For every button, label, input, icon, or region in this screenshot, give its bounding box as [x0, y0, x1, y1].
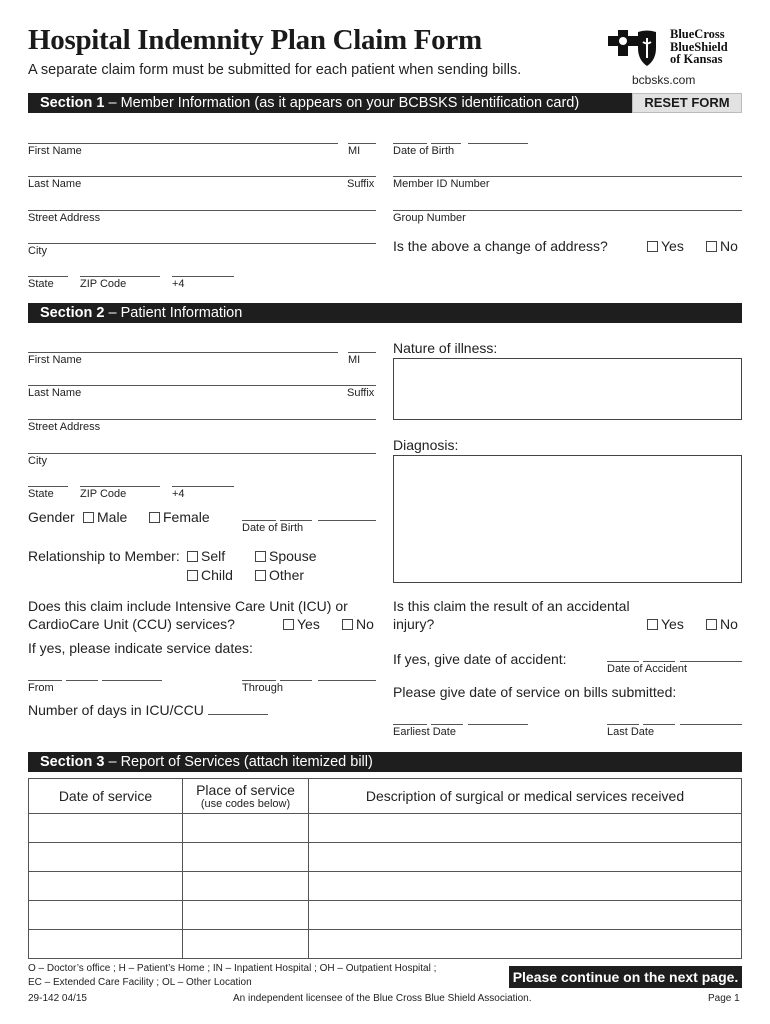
description-cell[interactable]	[309, 901, 742, 930]
s2-through-year-field[interactable]	[318, 680, 376, 681]
cross-logo-icon	[596, 28, 668, 68]
checkbox-icon[interactable]	[706, 619, 717, 630]
s2-last-label: Last Date	[607, 726, 655, 738]
s1-city-field[interactable]	[28, 243, 376, 244]
s2-first-name-field[interactable]	[28, 352, 338, 353]
s1-state-field[interactable]	[28, 276, 68, 277]
s2-dob-label: Date of Birth	[242, 522, 304, 534]
s1-change-no-label: No	[720, 238, 738, 254]
date-cell[interactable]	[29, 814, 183, 843]
col-description: Description of surgical or medical services received	[309, 779, 742, 814]
s2-last-day-field[interactable]	[643, 724, 675, 725]
s2-nature-label: Nature of illness:	[393, 340, 498, 356]
col-place-label: Place of service	[196, 781, 295, 798]
place-cell[interactable]	[183, 901, 309, 930]
s2-from-label: From	[28, 682, 54, 694]
s2-service-dates-label: If yes, please indicate service dates:	[28, 640, 253, 656]
s1-mi-label: MI	[348, 145, 361, 157]
table-row	[29, 843, 742, 872]
section2-number: Section 2	[40, 305, 105, 321]
s2-from-year-field[interactable]	[102, 680, 162, 681]
logo-line-1: BlueCross	[670, 27, 725, 41]
reset-form-button[interactable]: RESET FORM	[632, 93, 742, 113]
s2-through-month-field[interactable]	[242, 680, 276, 681]
s1-dob-day-field[interactable]	[431, 143, 461, 144]
s2-last-name-label: Last Name	[28, 387, 82, 399]
s2-service-bills-question: Please give date of service on bills submitted:	[393, 684, 677, 700]
s2-from-day-field[interactable]	[66, 680, 98, 681]
s2-state-field[interactable]	[28, 486, 68, 487]
checkbox-icon[interactable]	[149, 512, 160, 523]
table-row	[29, 814, 742, 843]
s2-from-month-field[interactable]	[28, 680, 62, 681]
section3-title: – Report of Services (attach itemized bill)	[104, 754, 373, 770]
s1-last-name-field[interactable]	[28, 176, 376, 177]
s2-earliest-day-field[interactable]	[431, 724, 463, 725]
s2-relationship-label: Relationship to Member:	[28, 548, 180, 564]
s2-earliest-label: Earliest Date	[393, 726, 456, 738]
place-cell[interactable]	[183, 872, 309, 901]
s1-street-label: Street Address	[28, 212, 101, 224]
s2-icu-no[interactable]	[342, 616, 374, 632]
checkbox-icon[interactable]	[647, 619, 658, 630]
s2-icu-yes-label: Yes	[297, 616, 320, 632]
form-number: 29-142 04/15	[28, 993, 87, 1004]
s2-city-label: City	[28, 455, 47, 467]
s2-dob-day-field[interactable]	[280, 520, 312, 521]
s2-last-year-field[interactable]	[680, 724, 742, 725]
s1-zip-label: ZIP Code	[80, 278, 127, 290]
s1-change-yes[interactable]	[647, 238, 684, 254]
s1-dob-month-field[interactable]	[393, 143, 427, 144]
s1-plus4-label: +4	[172, 278, 185, 290]
s2-first-name-label: First Name	[28, 354, 82, 366]
s2-icu-question-line2: CardioCare Unit (CCU) services?	[28, 616, 235, 632]
s2-other-option[interactable]	[255, 567, 304, 583]
s1-zip-field[interactable]	[80, 276, 160, 277]
s2-accident-no-label: No	[720, 616, 738, 632]
s2-through-label: Through	[242, 682, 283, 694]
checkbox-icon[interactable]	[706, 241, 717, 252]
place-cell[interactable]	[183, 814, 309, 843]
s2-icu-yes[interactable]	[283, 616, 320, 632]
s2-dob-year-field[interactable]	[318, 520, 376, 521]
page-number: Page 1	[708, 993, 740, 1004]
s2-self-label: Self	[201, 548, 226, 564]
s2-earliest-month-field[interactable]	[393, 724, 427, 725]
checkbox-icon[interactable]	[83, 512, 94, 523]
description-cell[interactable]	[309, 872, 742, 901]
s2-male-label: Male	[97, 509, 128, 525]
s2-female-label: Female	[163, 509, 210, 525]
s2-days-icu-field[interactable]	[208, 714, 268, 715]
logo-line-2: BlueShield	[670, 39, 728, 54]
col-date-of-service: Date of service	[29, 779, 183, 814]
s2-child-label: Child	[201, 567, 233, 583]
s2-nature-textarea[interactable]	[393, 358, 742, 420]
section1-number: Section 1	[40, 95, 105, 111]
s2-plus4-label: +4	[172, 488, 185, 500]
s2-spouse-option[interactable]	[255, 548, 316, 564]
s2-plus4-field[interactable]	[172, 486, 234, 487]
s2-gender-label: Gender	[28, 509, 75, 525]
s2-diagnosis-textarea[interactable]	[393, 455, 742, 583]
s2-dob-month-field[interactable]	[242, 520, 276, 521]
place-codes-line1: O – Doctor’s office ; H – Patient’s Home ; IN – Inpatient Hospital ; OH – Outpatient Hospital ;	[28, 963, 437, 974]
s1-city-label: City	[28, 245, 47, 257]
checkbox-icon[interactable]	[647, 241, 658, 252]
date-cell[interactable]	[29, 843, 183, 872]
date-cell[interactable]	[29, 930, 183, 959]
s2-icu-question-line1: Does this claim include Intensive Care Unit (ICU) or	[28, 598, 348, 614]
s1-suffix-label: Suffix	[347, 178, 375, 190]
s2-male-option[interactable]	[83, 509, 127, 525]
checkbox-icon[interactable]	[342, 619, 353, 630]
description-cell[interactable]	[309, 930, 742, 959]
s2-zip-label: ZIP Code	[80, 488, 127, 500]
s2-accident-yes-label: Yes	[661, 616, 684, 632]
s2-last-month-field[interactable]	[607, 724, 639, 725]
s2-accident-day-field[interactable]	[643, 661, 675, 662]
s2-street-field[interactable]	[28, 419, 376, 420]
table-row	[29, 930, 742, 959]
checkbox-icon[interactable]	[255, 551, 266, 562]
s2-mi-label: MI	[348, 354, 361, 366]
s1-change-address-question: Is the above a change of address?	[393, 238, 608, 254]
s2-accident-yes[interactable]	[647, 616, 684, 632]
checkbox-icon[interactable]	[187, 570, 198, 581]
s2-accident-month-field[interactable]	[607, 661, 639, 662]
s1-first-name-field[interactable]	[28, 143, 338, 144]
section1-title: – Member Information (as it appears on your BCBSKS identification card)	[104, 95, 580, 111]
licensee-text: An independent licensee of the Blue Cross Blue Shield Association.	[233, 993, 532, 1004]
s1-member-id-label: Member ID Number	[393, 178, 490, 190]
s1-change-no[interactable]	[706, 238, 738, 254]
place-cell[interactable]	[183, 930, 309, 959]
s2-female-option[interactable]	[149, 509, 210, 525]
s2-accident-year-field[interactable]	[680, 661, 742, 662]
section3-number: Section 3	[40, 754, 105, 770]
s2-through-day-field[interactable]	[280, 680, 312, 681]
s1-change-yes-label: Yes	[661, 238, 684, 254]
date-cell[interactable]	[29, 872, 183, 901]
table-row	[29, 872, 742, 901]
form-subtitle: A separate claim form must be submitted for each patient when sending bills.	[28, 62, 522, 78]
continue-banner: Please continue on the next page.	[509, 966, 742, 988]
s1-state-label: State	[28, 278, 54, 290]
s2-other-label: Other	[269, 567, 305, 583]
section3-header	[28, 752, 742, 772]
services-table-header	[29, 779, 742, 814]
s2-city-field[interactable]	[28, 453, 376, 454]
services-table	[28, 778, 742, 959]
s2-accident-date-question: If yes, give date of accident:	[393, 651, 567, 667]
description-cell[interactable]	[309, 814, 742, 843]
s2-self-option[interactable]	[187, 548, 225, 564]
s1-member-id-field[interactable]	[393, 176, 742, 177]
place-codes-legend	[28, 962, 436, 990]
checkbox-icon[interactable]	[187, 551, 198, 562]
logo-line-3: of Kansas	[670, 52, 723, 66]
section2-header	[28, 303, 742, 323]
s2-state-label: State	[28, 488, 54, 500]
s2-diagnosis-label: Diagnosis:	[393, 437, 459, 453]
section2-title: – Patient Information	[104, 305, 243, 321]
col-place-of-service	[183, 779, 309, 814]
s2-icu-no-label: No	[356, 616, 374, 632]
s1-mi-field[interactable]	[348, 143, 376, 144]
s2-last-name-field[interactable]	[28, 385, 376, 386]
place-codes-line2: EC – Extended Care Facility ; OL – Other Location	[28, 977, 252, 988]
date-cell[interactable]	[29, 901, 183, 930]
checkbox-icon[interactable]	[283, 619, 294, 630]
s1-group-number-field[interactable]	[393, 210, 742, 211]
s1-group-number-label: Group Number	[393, 212, 466, 224]
bcbs-logo	[596, 28, 746, 68]
s2-spouse-label: Spouse	[269, 548, 317, 564]
s2-date-of-accident-label: Date of Accident	[607, 663, 688, 675]
s1-first-name-label: First Name	[28, 145, 82, 157]
s2-days-icu-label: Number of days in ICU/CCU	[28, 702, 204, 718]
s2-accident-no[interactable]	[706, 616, 738, 632]
s1-dob-year-field[interactable]	[468, 143, 528, 144]
s1-street-field[interactable]	[28, 210, 376, 211]
place-cell[interactable]	[183, 843, 309, 872]
s2-earliest-year-field[interactable]	[468, 724, 528, 725]
s2-accident-question-line2: injury?	[393, 616, 435, 632]
s2-child-option[interactable]	[187, 567, 233, 583]
s1-dob-label: Date of Birth	[393, 145, 455, 157]
s2-zip-field[interactable]	[80, 486, 160, 487]
s2-mi-field[interactable]	[348, 352, 376, 353]
description-cell[interactable]	[309, 843, 742, 872]
website-text: bcbsks.com	[632, 73, 696, 87]
s2-accident-question-line1: Is this claim the result of an accidental	[393, 598, 630, 614]
s2-suffix-label: Suffix	[347, 387, 375, 399]
checkbox-icon[interactable]	[255, 570, 266, 581]
form-title: Hospital Indemnity Plan Claim Form	[28, 24, 482, 56]
table-row	[29, 901, 742, 930]
s1-last-name-label: Last Name	[28, 178, 82, 190]
col-place-sub-label: (use codes below)	[200, 797, 291, 810]
s2-street-label: Street Address	[28, 421, 101, 433]
s1-plus4-field[interactable]	[172, 276, 234, 277]
